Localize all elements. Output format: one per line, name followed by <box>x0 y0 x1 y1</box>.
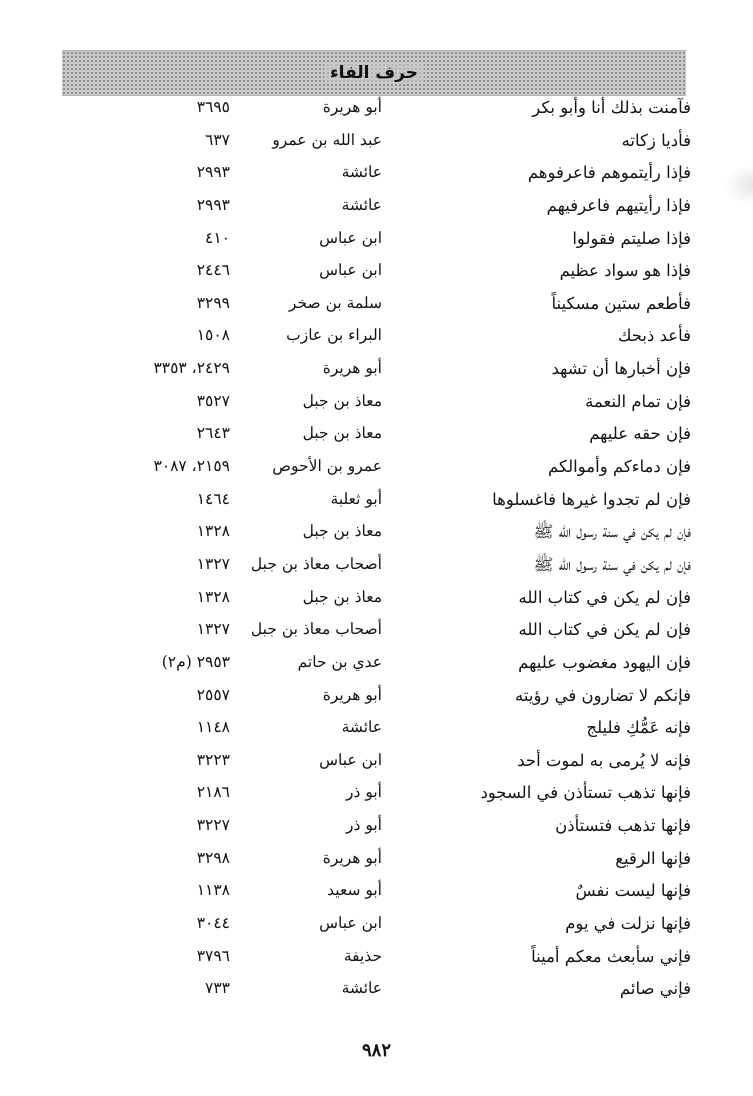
hadith-number: ٢٤٢٩، ٣٣٥٣ <box>153 359 230 378</box>
hadith-number: ٣٧٩٦ <box>196 946 230 965</box>
hadith-number: ٢١٥٩، ٣٠٨٧ <box>153 457 230 476</box>
hadith-number: ٢٥٥٧ <box>196 685 230 704</box>
narrator-name: أبو هريرة <box>322 98 382 116</box>
hadith-phrase: فإنه عَمُّكِ فليلج <box>586 718 691 738</box>
index-row <box>0 290 753 323</box>
hadith-phrase: فإن لم يكن في كتاب الله <box>518 620 691 640</box>
index-row <box>0 812 753 845</box>
narrator-name: عمرو بن الأحوص <box>272 457 382 476</box>
hadith-phrase: فإني سأبعث معكم أميناً <box>531 946 691 966</box>
index-row <box>0 943 753 976</box>
index-row <box>0 225 753 258</box>
hadith-phrase: فإن لم يكن في سنة رسول الله ﷺ <box>533 554 691 574</box>
index-row <box>0 779 753 812</box>
narrator-name: أبو هريرة <box>322 359 382 378</box>
index-row <box>0 649 753 682</box>
narrator-name: أبو ثعلبة <box>330 489 382 508</box>
hadith-number: ١٥٠٨ <box>196 326 230 345</box>
hadith-number: ١٣٢٧ <box>196 620 230 639</box>
hadith-phrase: فأديا زكاته <box>621 130 691 150</box>
hadith-number: ٢١٨٦ <box>196 783 230 802</box>
hadith-number: ٣٦٩٥ <box>196 98 230 116</box>
index-row <box>0 616 753 649</box>
hadith-phrase: فإن اليهود مغضوب عليهم <box>518 652 691 672</box>
narrator-name: معاذ بن جبل <box>302 391 382 410</box>
index-row <box>0 714 753 747</box>
hadith-number: ٣٢٩٩ <box>196 293 230 312</box>
narrator-name: حذيفة <box>343 946 382 965</box>
hadith-phrase: فإنها ليست نفسٌ <box>575 881 691 901</box>
index-row <box>0 322 753 355</box>
hadith-number: ٤١٠ <box>205 228 230 247</box>
hadith-phrase: فإذا رأيتموهم فاعرفوهم <box>527 163 691 183</box>
narrator-name: عدي بن حاتم <box>297 652 382 671</box>
hadith-phrase: فإنها تذهب فتستأذن <box>555 816 691 836</box>
index-row <box>0 257 753 290</box>
hadith-number: ٣٠٤٤ <box>196 914 230 933</box>
page-number: ٩٨٢ <box>361 1040 391 1061</box>
hadith-phrase: فأعد ذبحك <box>617 326 691 346</box>
narrator-name: عائشة <box>341 163 382 182</box>
narrator-name: معاذ بن جبل <box>302 424 382 443</box>
hadith-number: ٢٩٩٣ <box>196 195 230 214</box>
hadith-phrase: فإن لم يكن في سنة رسول الله ﷺ <box>533 522 691 542</box>
hadith-number: ٧٣٣ <box>205 979 230 998</box>
hadith-number: ٣٥٢٧ <box>196 391 230 410</box>
index-row <box>0 192 753 225</box>
hadith-phrase: فإنكم لا تضارون في رؤيته <box>515 685 691 705</box>
index-row <box>0 747 753 780</box>
hadith-number: ٢٤٤٦ <box>196 261 230 280</box>
narrator-name: عائشة <box>341 195 382 214</box>
narrator-name: ابن عباس <box>319 261 382 280</box>
hadith-phrase: فإنها الرقيع <box>615 848 691 868</box>
narrator-name: عائشة <box>341 979 382 998</box>
hadith-number: ١١٣٨ <box>196 881 230 900</box>
hadith-number: ٣٢٩٨ <box>196 848 230 867</box>
hadith-phrase: فإنها تذهب تستأذن في السجود <box>480 783 691 803</box>
index-row <box>0 584 753 617</box>
hadith-phrase: فإنه لا يُرمى به لموت أحد <box>517 750 691 770</box>
hadith-number: ٣٢٢٣ <box>196 750 230 769</box>
narrator-name: معاذ بن جبل <box>302 587 382 606</box>
hadith-phrase: فإذا هو سواد عظيم <box>559 261 691 281</box>
hadith-phrase: فإن أخبارها أن تشهد <box>551 359 691 379</box>
narrator-name: سلمة بن صخر <box>288 293 382 312</box>
section-header <box>62 50 686 96</box>
index-row <box>0 845 753 878</box>
narrator-name: أبو هريرة <box>322 848 382 867</box>
hadith-phrase: فإن لم تجدوا غيرها فاغسلوها <box>492 489 691 509</box>
hadith-number: ٦٣٧ <box>205 130 230 149</box>
hadith-number: ١١٤٨ <box>196 718 230 737</box>
narrator-name: أبو هريرة <box>322 685 382 704</box>
hadith-number: ١٣٢٨ <box>196 587 230 606</box>
narrator-name: أصحاب معاذ بن جبل <box>250 554 382 573</box>
narrator-name: ابن عباس <box>319 750 382 769</box>
index-row <box>0 159 753 192</box>
index-row <box>0 127 753 160</box>
narrator-name: أصحاب معاذ بن جبل <box>250 620 382 639</box>
index-row <box>0 453 753 486</box>
index-list <box>0 94 753 1008</box>
narrator-name: أبو ذر <box>346 783 382 802</box>
index-row <box>0 682 753 715</box>
narrator-name: معاذ بن جبل <box>302 522 382 541</box>
index-row <box>0 94 753 127</box>
hadith-phrase: فإن لم يكن في كتاب الله <box>518 587 691 607</box>
hadith-phrase: فإذا صليتم فقولوا <box>572 228 691 248</box>
hadith-phrase: فإنها نزلت في يوم <box>565 914 691 934</box>
narrator-name: البراء بن عازب <box>286 326 382 345</box>
index-row <box>0 518 753 551</box>
hadith-number: ١٣٢٧ <box>196 554 230 573</box>
hadith-number: ٢٦٤٣ <box>196 424 230 443</box>
narrator-name: عبد الله بن عمرو <box>272 130 382 149</box>
hadith-number: ١٣٢٨ <box>196 522 230 541</box>
index-row <box>0 975 753 1008</box>
index-row <box>0 551 753 584</box>
narrator-name: أبو سعيد <box>327 881 382 900</box>
hadith-phrase: فإن تمام النعمة <box>585 391 691 411</box>
narrator-name: ابن عباس <box>319 914 382 933</box>
narrator-name: عائشة <box>341 718 382 737</box>
hadith-number: ٣٢٢٧ <box>196 816 230 835</box>
hadith-phrase: فإن دماءكم وأموالكم <box>548 457 691 477</box>
hadith-number: ٢٩٩٣ <box>196 163 230 182</box>
index-row <box>0 877 753 910</box>
index-row <box>0 486 753 519</box>
hadith-phrase: فأطعم ستين مسكيناً <box>551 293 691 313</box>
narrator-name: ابن عباس <box>319 228 382 247</box>
index-row <box>0 910 753 943</box>
index-row <box>0 355 753 388</box>
index-row <box>0 420 753 453</box>
index-row <box>0 388 753 421</box>
hadith-number: ١٤٦٤ <box>196 489 230 508</box>
hadith-phrase: فإني صائم <box>619 979 691 999</box>
narrator-name: أبو ذر <box>346 816 382 835</box>
section-title: حرف الفاء <box>324 63 424 83</box>
hadith-phrase: فإذا رأيتيهم فاعرفيهم <box>546 195 691 215</box>
hadith-phrase: فإن حقه عليهم <box>589 424 691 444</box>
hadith-number: ٢٩٥٣ (م٢) <box>161 652 230 671</box>
hadith-phrase: فآمنت بذلك أنا وأبو بكر <box>532 98 691 117</box>
